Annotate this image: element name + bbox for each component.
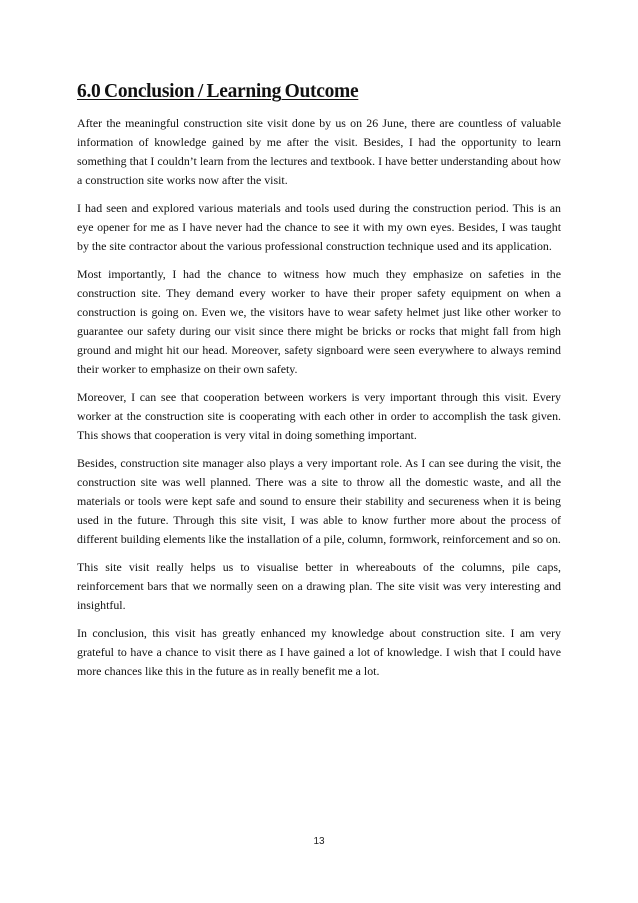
paragraph-safety: Most importantly, I had the chance to witness how much they emphasize on safeties in the construction site. They demand every worker to have their proper safety equipment on when a construction is going on. Even we, the visitors have to wear safety helmet just like other worker to guarantee our safety during our visit since there might be bricks or rocks that might fall from high ground and might hit our head. Moreover, safety signboard were seen everywhere to always remind their worker to emphasize on their own safety. bbox=[77, 267, 561, 376]
paragraph-cooperation: Moreover, I can see that cooperation between workers is very important through this visit. Every worker at the construction site is cooperating with each other in order to accomplish the task given. This shows that cooperation is very vital in doing something important. bbox=[77, 390, 561, 442]
page-content bbox=[77, 80, 561, 690]
page-number: 13 bbox=[313, 836, 325, 847]
paragraph-conclusion: In conclusion, this visit has greatly enhanced my knowledge about construction site. I am very grateful to have a chance to visit there as I have gained a lot of knowledge. I wish that I could have more chances like this in the future as in really benefit me a lot. bbox=[77, 626, 561, 678]
paragraph-materials: I had seen and explored various materials and tools used during the construction period. This is an eye opener for me as I have never had the chance to see it with my own eyes. Besides, I was taught by the site contractor about the various professional construction technique used and its application. bbox=[77, 201, 561, 253]
paragraph-site-manager: Besides, construction site manager also plays a very important role. As I can see during the visit, the construction site was well planned. There was a site to throw all the domestic waste, and all the materials or tools were kept safe and sound to ensure their stability and secureness when it is being used in the future. Through this site visit, I was able to know further more about the process of different building elements like the installation of a pile, column, formwork, reinforcement and so on. bbox=[77, 456, 561, 546]
section-heading: 6.0 Conclusion / Learning Outcome bbox=[77, 81, 359, 102]
paragraph-visualise: This site visit really helps us to visualise better in whereabouts of the columns, pile caps, reinforcement bars that we normally seen on a drawing plan. The site visit was very interesting and insightful. bbox=[77, 560, 561, 612]
paragraph-intro: After the meaningful construction site visit done by us on 26 June, there are countless of valuable information of knowledge gained by me after the visit. Besides, I had the opportunity to learn something that I couldn’t learn from the lectures and textbook. I have better understanding about how a construction site works now after the visit. bbox=[77, 116, 561, 187]
